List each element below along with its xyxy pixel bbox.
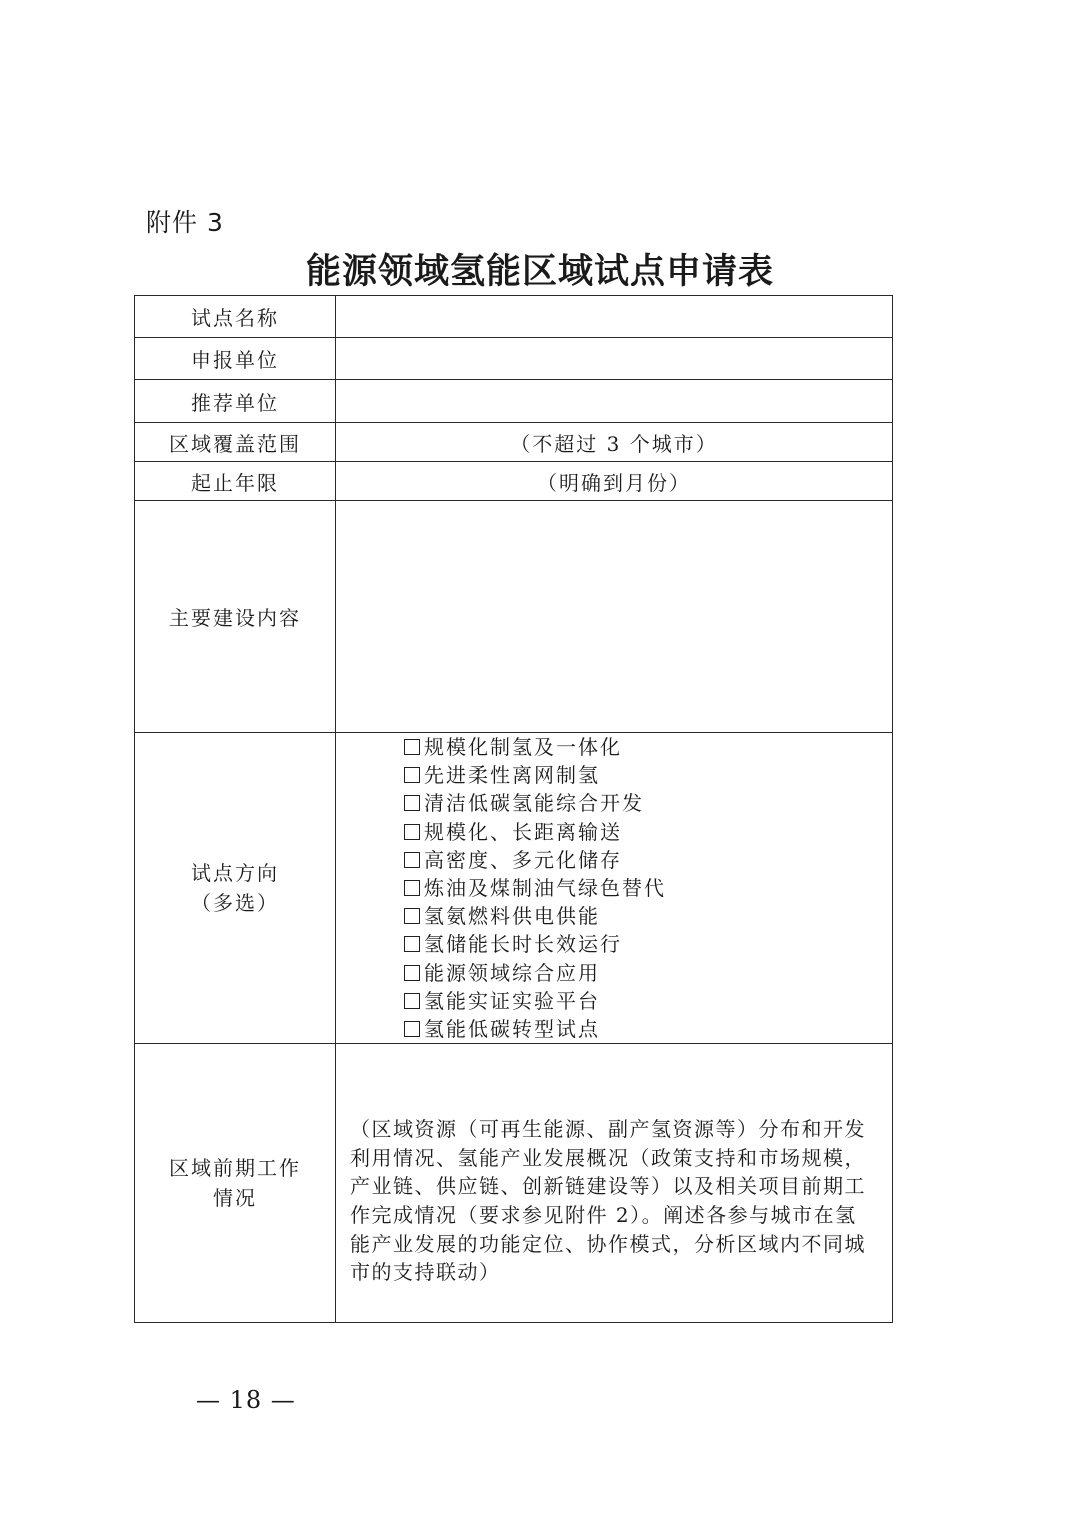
direction-option-label: 规模化制氢及一体化 [424,735,622,759]
direction-option[interactable] [404,818,892,846]
direction-option-label: 高密度、多元化储存 [424,847,622,872]
direction-option-label: 氢氨燃料供电供能 [424,904,600,929]
direction-option[interactable] [404,761,892,789]
form-row-prior-work [135,1044,893,1323]
direction-option-label: 氢储能长时长效运行 [424,932,622,957]
document-title: 能源领域氢能区域试点申请表 [305,251,774,292]
recommender-field[interactable] [336,380,893,423]
applicant-label: 申报单位 [135,338,336,380]
direction-options [336,733,893,1044]
checkbox-icon[interactable] [404,795,420,811]
direction-option[interactable] [404,930,892,958]
attachment-label: 附件 3 [146,208,224,237]
direction-option-label: 清洁低碳氢能综合开发 [424,791,644,816]
direction-option-label: 先进柔性离网制氢 [424,763,600,788]
form-row-recommender [135,380,893,423]
form-row-applicant [135,338,893,380]
form-row-coverage [135,423,893,462]
coverage-field[interactable]: （不超过 3 个城市） [336,423,893,462]
checkbox-icon[interactable] [404,824,420,840]
direction-option[interactable] [404,846,892,874]
direction-label-line2: （多选） [191,891,279,916]
direction-option[interactable] [404,1015,892,1043]
direction-checkbox-list [336,733,892,1043]
checkbox-icon[interactable] [404,1021,420,1037]
form-row-period [135,462,893,501]
direction-option[interactable] [404,733,892,761]
checkbox-icon[interactable] [404,965,420,981]
application-form-table [134,295,893,1323]
recommender-label: 推荐单位 [135,380,336,423]
direction-option-label: 氢能低碳转型试点 [424,1016,600,1041]
direction-option-label: 能源领域综合应用 [424,960,600,985]
direction-option[interactable] [404,987,892,1015]
checkbox-icon[interactable] [404,936,420,952]
prior-work-label-line1: 区域前期工作 [169,1156,301,1181]
direction-option[interactable] [404,874,892,902]
form-row-direction [135,733,893,1044]
applicant-field[interactable] [336,338,893,380]
direction-option[interactable] [404,902,892,930]
pilot-name-label: 试点名称 [135,296,336,338]
direction-label [135,733,336,1044]
direction-option-label: 规模化、长距离输送 [424,819,622,844]
prior-work-label [135,1044,336,1323]
direction-option-label: 炼油及煤制油气绿色替代 [424,875,666,900]
checkbox-icon[interactable] [404,880,420,896]
prior-work-label-line2: 情况 [213,1186,257,1211]
checkbox-icon[interactable] [404,908,420,924]
direction-label-line1: 试点方向 [191,861,279,886]
pilot-name-field[interactable] [336,296,893,338]
form-row-content [135,501,893,733]
period-label: 起止年限 [135,462,336,501]
prior-work-field[interactable] [336,1044,893,1323]
direction-option[interactable] [404,959,892,987]
content-field[interactable] [336,501,893,733]
coverage-label: 区域覆盖范围 [135,423,336,462]
page-number: — 18 — [196,1386,296,1414]
checkbox-icon[interactable] [404,852,420,868]
form-row-pilot-name [135,296,893,338]
period-field[interactable]: （明确到月份） [336,462,893,501]
direction-option[interactable] [404,789,892,817]
content-label: 主要建设内容 [135,501,336,733]
checkbox-icon[interactable] [404,767,420,783]
checkbox-icon[interactable] [404,993,420,1009]
direction-option-label: 氢能实证实验平台 [424,988,600,1013]
prior-work-hint: （区域资源（可再生能源、副产氢资源等）分布和开发利用情况、氢能产业发展概况（政策支持和市场规模，产业链、供应链、创新链建设等）以及相关项目前期工作完成情况（要求参见附件 2）。阐述各参与城市在氢能产业发展的功能定位、协作模式，分析区域内不同城市的支持联动） [350,1117,866,1285]
checkbox-icon[interactable] [404,739,420,755]
